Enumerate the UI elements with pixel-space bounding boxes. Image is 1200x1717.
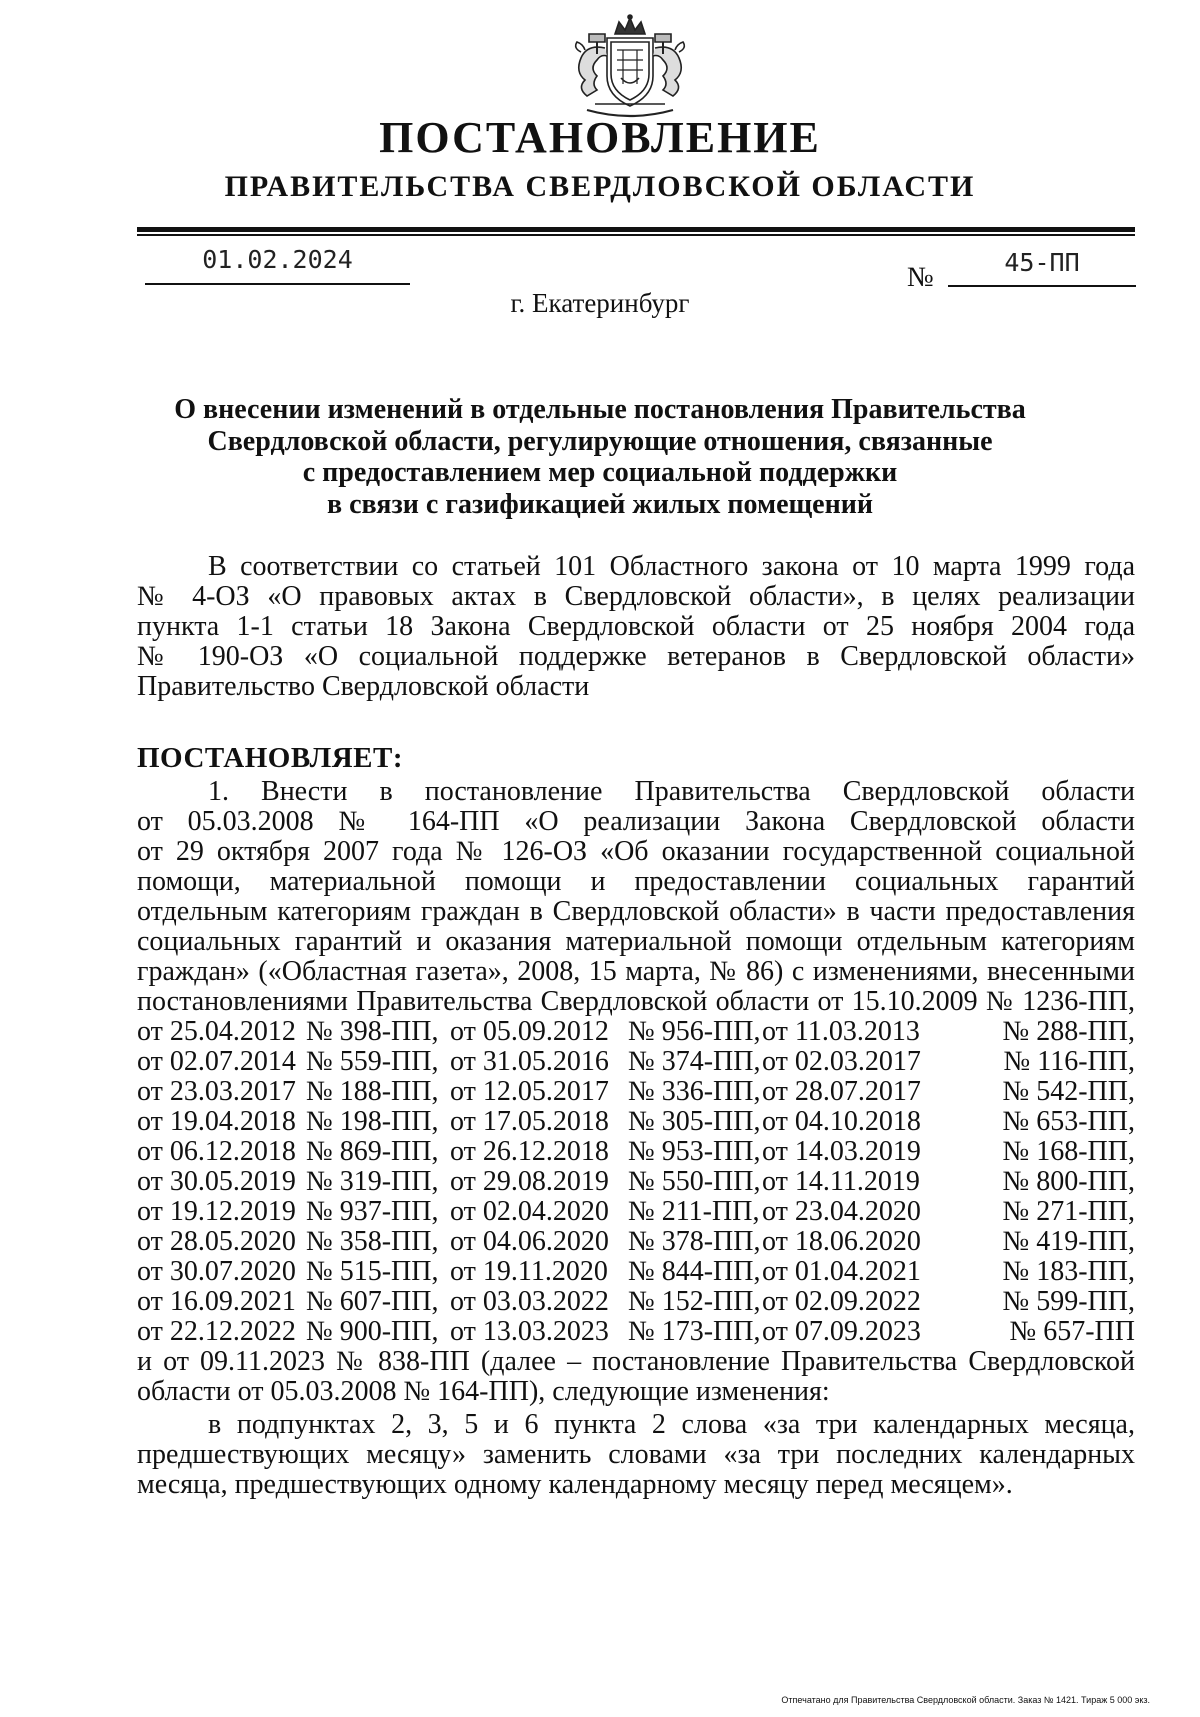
amendment-date: от 23.04.2020 [762,1196,921,1227]
amendment-number: № 844-ПП, [628,1256,761,1287]
item1-line: граждан» («Областная газета», 2008, 15 марта, № 86) с изменениями, внесенными [137,956,1135,987]
amendment-date: от 13.03.2023 [450,1316,609,1347]
amendment-date: от 28.07.2017 [762,1076,921,1107]
amendment-number: № 378-ПП, [628,1226,761,1257]
amendment-number: № 211-ПП, [628,1196,760,1227]
amendment-date: от 19.12.2019 [137,1196,296,1227]
amendment-date: от 03.03.2022 [450,1286,609,1317]
amendment-date: от 11.03.2013 [762,1016,920,1047]
amendment-number: № 168-ПП, [1002,1136,1135,1167]
title-line: с предоставлением мер социальной поддержки [302,457,898,488]
amendment-row [137,1106,1135,1138]
header-rule-thick [137,227,1135,232]
amendment-date: от 04.10.2018 [762,1106,921,1137]
amendment-date: от 30.05.2019 [137,1166,296,1197]
amendment-date: от 28.05.2020 [137,1226,296,1257]
amendment-number: № 900-ПП, [306,1316,439,1347]
amendment-date: от 17.05.2018 [450,1106,609,1137]
amendment-number: № 336-ПП, [628,1076,761,1107]
amendment-date: от 18.06.2020 [762,1226,921,1257]
amendment-row [137,1196,1135,1228]
issuer-heading: ПРАВИТЕЛЬСТВА СВЕРДЛОВСКОЙ ОБЛАСТИ [224,170,976,203]
change-line: месяца, предшествующих одному календарному месяцу перед месяцем». [137,1469,1013,1500]
amendment-number: № 116-ПП, [1003,1046,1135,1077]
item1-tail-line: и от 09.11.2023 № 838-ПП (далее – постановление Правительства Свердловской [137,1346,1135,1377]
amendment-date: от 30.07.2020 [137,1256,296,1287]
amendment-number: № 657-ПП [1009,1316,1135,1347]
amendment-date: от 25.04.2012 [137,1016,296,1047]
title-line: в связи с газификацией жилых помещений [327,488,873,520]
title-line: Свердловской области, регулирующие отношения, связанные [207,425,993,457]
title-line: О внесении изменений в отдельные постановления Правительства [174,394,1026,425]
amendment-date: от 22.12.2022 [137,1316,296,1347]
city: г. Екатеринбург [510,288,690,318]
amendment-number: № 653-ПП, [1002,1106,1135,1137]
preamble-line: В соответствии со статьей 101 Областного закона от 10 марта 1999 года [208,551,1135,582]
document-date: 01.02.2024 [202,245,353,274]
amendment-row [137,1286,1135,1318]
item1-line: помощи, материальной помощи и предоставлении социальных гарантий [137,866,1135,897]
amendment-date: от 01.04.2021 [762,1256,921,1287]
amendment-number: № 953-ПП, [628,1136,761,1167]
coat-of-arms-icon [567,14,693,124]
item1-line: отдельным категориям граждан в Свердловской области» в части предоставления [137,896,1135,927]
amendment-date: от 14.03.2019 [762,1136,921,1167]
item1-line: 1. Внести в постановление Правительства Свердловской области [208,776,1135,807]
amendment-row [137,1136,1135,1168]
amendment-date: от 31.05.2016 [450,1046,609,1077]
amendment-date: от 05.09.2012 [450,1016,609,1047]
document-number: 45-ПП [1004,248,1080,277]
item1-line: социальных гарантий и оказания материальной помощи отдельным категориям [137,926,1135,957]
date-underline [145,283,410,285]
amendment-date: от 02.09.2022 [762,1286,921,1317]
amendment-row [137,1256,1135,1288]
amendment-number: № 398-ПП, [306,1016,439,1047]
amendment-date: от 06.12.2018 [137,1136,296,1167]
amendment-date: от 19.11.2020 [450,1256,608,1287]
number-sign: № [907,262,934,293]
amendment-number: № 800-ПП, [1002,1166,1135,1197]
amendment-date: от 02.04.2020 [450,1196,609,1227]
number-underline [948,285,1136,287]
amendment-number: № 173-ПП, [628,1316,761,1347]
amendment-row [137,1076,1135,1108]
amendment-number: № 183-ПП, [1002,1256,1135,1287]
header-rule-thin [137,234,1135,236]
amendment-number: № 152-ПП, [628,1286,761,1317]
amendment-number: № 550-ПП, [628,1166,761,1197]
amendment-number: № 198-ПП, [306,1106,439,1137]
item1-line: постановлениями Правительства Свердловской области от 15.10.2009 № 1236-ПП, [137,986,1135,1017]
item1-tail-line: области от 05.03.2008 № 164-ПП), следующие изменения: [137,1376,830,1407]
preamble-line: № 190-ОЗ «О социальной поддержке ветеранов в Свердловской области» [137,641,1135,672]
amendment-number: № 515-ПП, [306,1256,439,1287]
decree-word: ПОСТАНОВЛЯЕТ: [137,742,403,774]
preamble-line: № 4-ОЗ «О правовых актах в Свердловской области», в целях реализации [137,581,1135,612]
amendment-row [137,1046,1135,1078]
amendment-number: № 599-ПП, [1002,1286,1135,1317]
amendment-date: от 16.09.2021 [137,1286,296,1317]
amendment-date: от 26.12.2018 [450,1136,609,1167]
document-type-heading: ПОСТАНОВЛЕНИЕ [379,113,821,162]
amendment-date: от 29.08.2019 [450,1166,609,1197]
amendment-number: № 542-ПП, [1002,1076,1135,1107]
amendment-date: от 02.03.2017 [762,1046,921,1077]
amendment-row [137,1166,1135,1198]
amendment-number: № 956-ПП, [628,1016,761,1047]
document-title [150,394,1050,520]
amendment-number: № 869-ПП, [306,1136,439,1167]
amendment-row [137,1316,1135,1348]
change-line: в подпунктах 2, 3, 5 и 6 пункта 2 слова «за три календарных месяца, [208,1409,1135,1440]
print-footer: Отпечатано для Правительства Свердловской области. Заказ № 1421. Тираж 5 000 экз. [781,1695,1150,1705]
amendment-number: № 374-ПП, [628,1046,761,1077]
amendment-number: № 607-ПП, [306,1286,439,1317]
item1-line: от 29 октября 2007 года № 126-ОЗ «Об оказании государственной социальной [137,836,1135,867]
amendment-row [137,1226,1135,1258]
amendment-date: от 07.09.2023 [762,1316,921,1347]
amendment-date: от 23.03.2017 [137,1076,296,1107]
amendment-number: № 358-ПП, [306,1226,439,1257]
amendment-number: № 559-ПП, [306,1046,439,1077]
amendment-row [137,1016,1135,1048]
amendment-date: от 12.05.2017 [450,1076,609,1107]
amendment-number: № 419-ПП, [1002,1226,1135,1257]
preamble-line: пункта 1-1 статьи 18 Закона Свердловской области от 25 ноября 2004 года [137,611,1135,642]
amendment-number: № 319-ПП, [306,1166,439,1197]
amendment-number: № 288-ПП, [1002,1016,1135,1047]
amendment-date: от 14.11.2019 [762,1166,920,1197]
preamble-line: Правительство Свердловской области [137,671,590,702]
amendment-date: от 02.07.2014 [137,1046,296,1077]
amendment-date: от 19.04.2018 [137,1106,296,1137]
amendment-number: № 271-ПП, [1002,1196,1135,1227]
change-line: предшествующих месяцу» заменить словами «за три последних календарных [137,1439,1135,1470]
amendment-date: от 04.06.2020 [450,1226,609,1257]
item1-line: от 05.03.2008 № 164-ПП «О реализации Закона Свердловской области [137,806,1135,837]
amendment-number: № 188-ПП, [306,1076,439,1107]
amendment-number: № 305-ПП, [628,1106,761,1137]
amendment-number: № 937-ПП, [306,1196,439,1227]
